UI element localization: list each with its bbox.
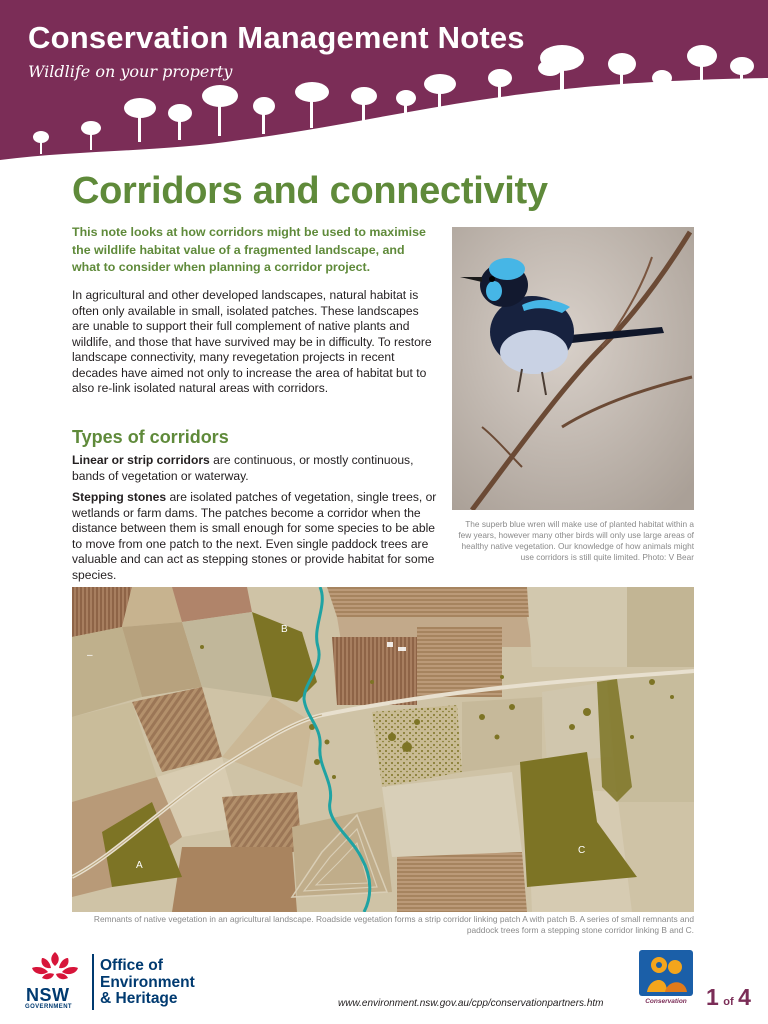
wren-photo xyxy=(452,227,694,510)
page-total: 4 xyxy=(738,984,751,1010)
linear-corridors-term: Linear or strip corridors xyxy=(72,453,210,467)
series-title: Conservation Management Notes xyxy=(28,20,525,55)
series-subtitle: Wildlife on your property xyxy=(28,62,233,81)
nsw-government-text: GOVERNMENT xyxy=(25,1004,73,1010)
footer-url-link[interactable]: www.environment.nsw.gov.au/cpp/conservationpartners.htm xyxy=(338,998,604,1009)
oeh-line-2: Environment xyxy=(100,973,195,991)
map-label-b: B xyxy=(281,624,288,635)
linear-corridors-text: are continuous, or mostly continuous, bands of vegetation or waterway. xyxy=(72,453,414,483)
oeh-line-3: & Heritage xyxy=(100,990,178,1007)
photo-caption: The superb blue wren will make use of planted habitat within a few years, however many other birds will only use large areas of healthy native vegetation. Our knowledge of how animals might use corridors is still quite limited. Photo: V Bear xyxy=(458,519,694,562)
linear-corridors-paragraph xyxy=(72,453,437,484)
page-title: Corridors and connectivity xyxy=(72,170,548,212)
aerial-landscape-map xyxy=(72,587,694,912)
stepping-stones-text: are isolated patches of vegetation, single trees, or wetlands or farm dams. The patches become a corridor when the distance between them is small enough for some species to be able to move from one patch to the next. Even single paddock trees are valuable and can act as stepping stones or provide habitat for some species. xyxy=(72,490,437,582)
oeh-line-1: Office of xyxy=(100,957,163,974)
map-label-c: C xyxy=(578,845,586,856)
page-indicator xyxy=(706,984,751,1011)
map-tick-mark: – xyxy=(87,650,93,661)
section-heading: Types of corridors xyxy=(72,427,229,447)
stepping-stones-paragraph xyxy=(72,490,437,583)
nsw-wordmark: NSW xyxy=(26,985,70,1005)
page-of-label: of xyxy=(723,996,734,1008)
conservation-partners-icon xyxy=(637,948,695,1004)
map-label-a: A xyxy=(136,860,143,871)
map-caption: Remnants of native vegetation in an agricultural landscape. Roadside vegetation forms a strip corridor linking patch A with patch B. A series of small remnants and paddock trees form a stepping stone corridor linking B and C. xyxy=(93,914,694,935)
conservation-partners-label: Conservation xyxy=(645,998,687,1005)
stepping-stones-term: Stepping stones xyxy=(72,490,167,504)
intro-paragraph: This note looks at how corridors might be used to maximise the wildlife habitat value of a fragmented landscape, and what to consider when planning a corridor project. xyxy=(72,225,426,274)
page-current: 1 xyxy=(706,984,719,1010)
body-paragraph: In agricultural and other developed landscapes, natural habitat is often only available in small, isolated patches. These landscapes are unable to support their full complement of native plants and wildlife, and those that have survived may be in difficulty. To restore landscape connectivity, many revegetation projects in recent decades have aimed not only to increase the area of habitat but to also re-link isolated natural areas with corridors. xyxy=(72,288,432,395)
oeh-wordmark xyxy=(100,958,195,1008)
logo-divider xyxy=(92,954,94,1010)
header-banner xyxy=(0,0,768,168)
